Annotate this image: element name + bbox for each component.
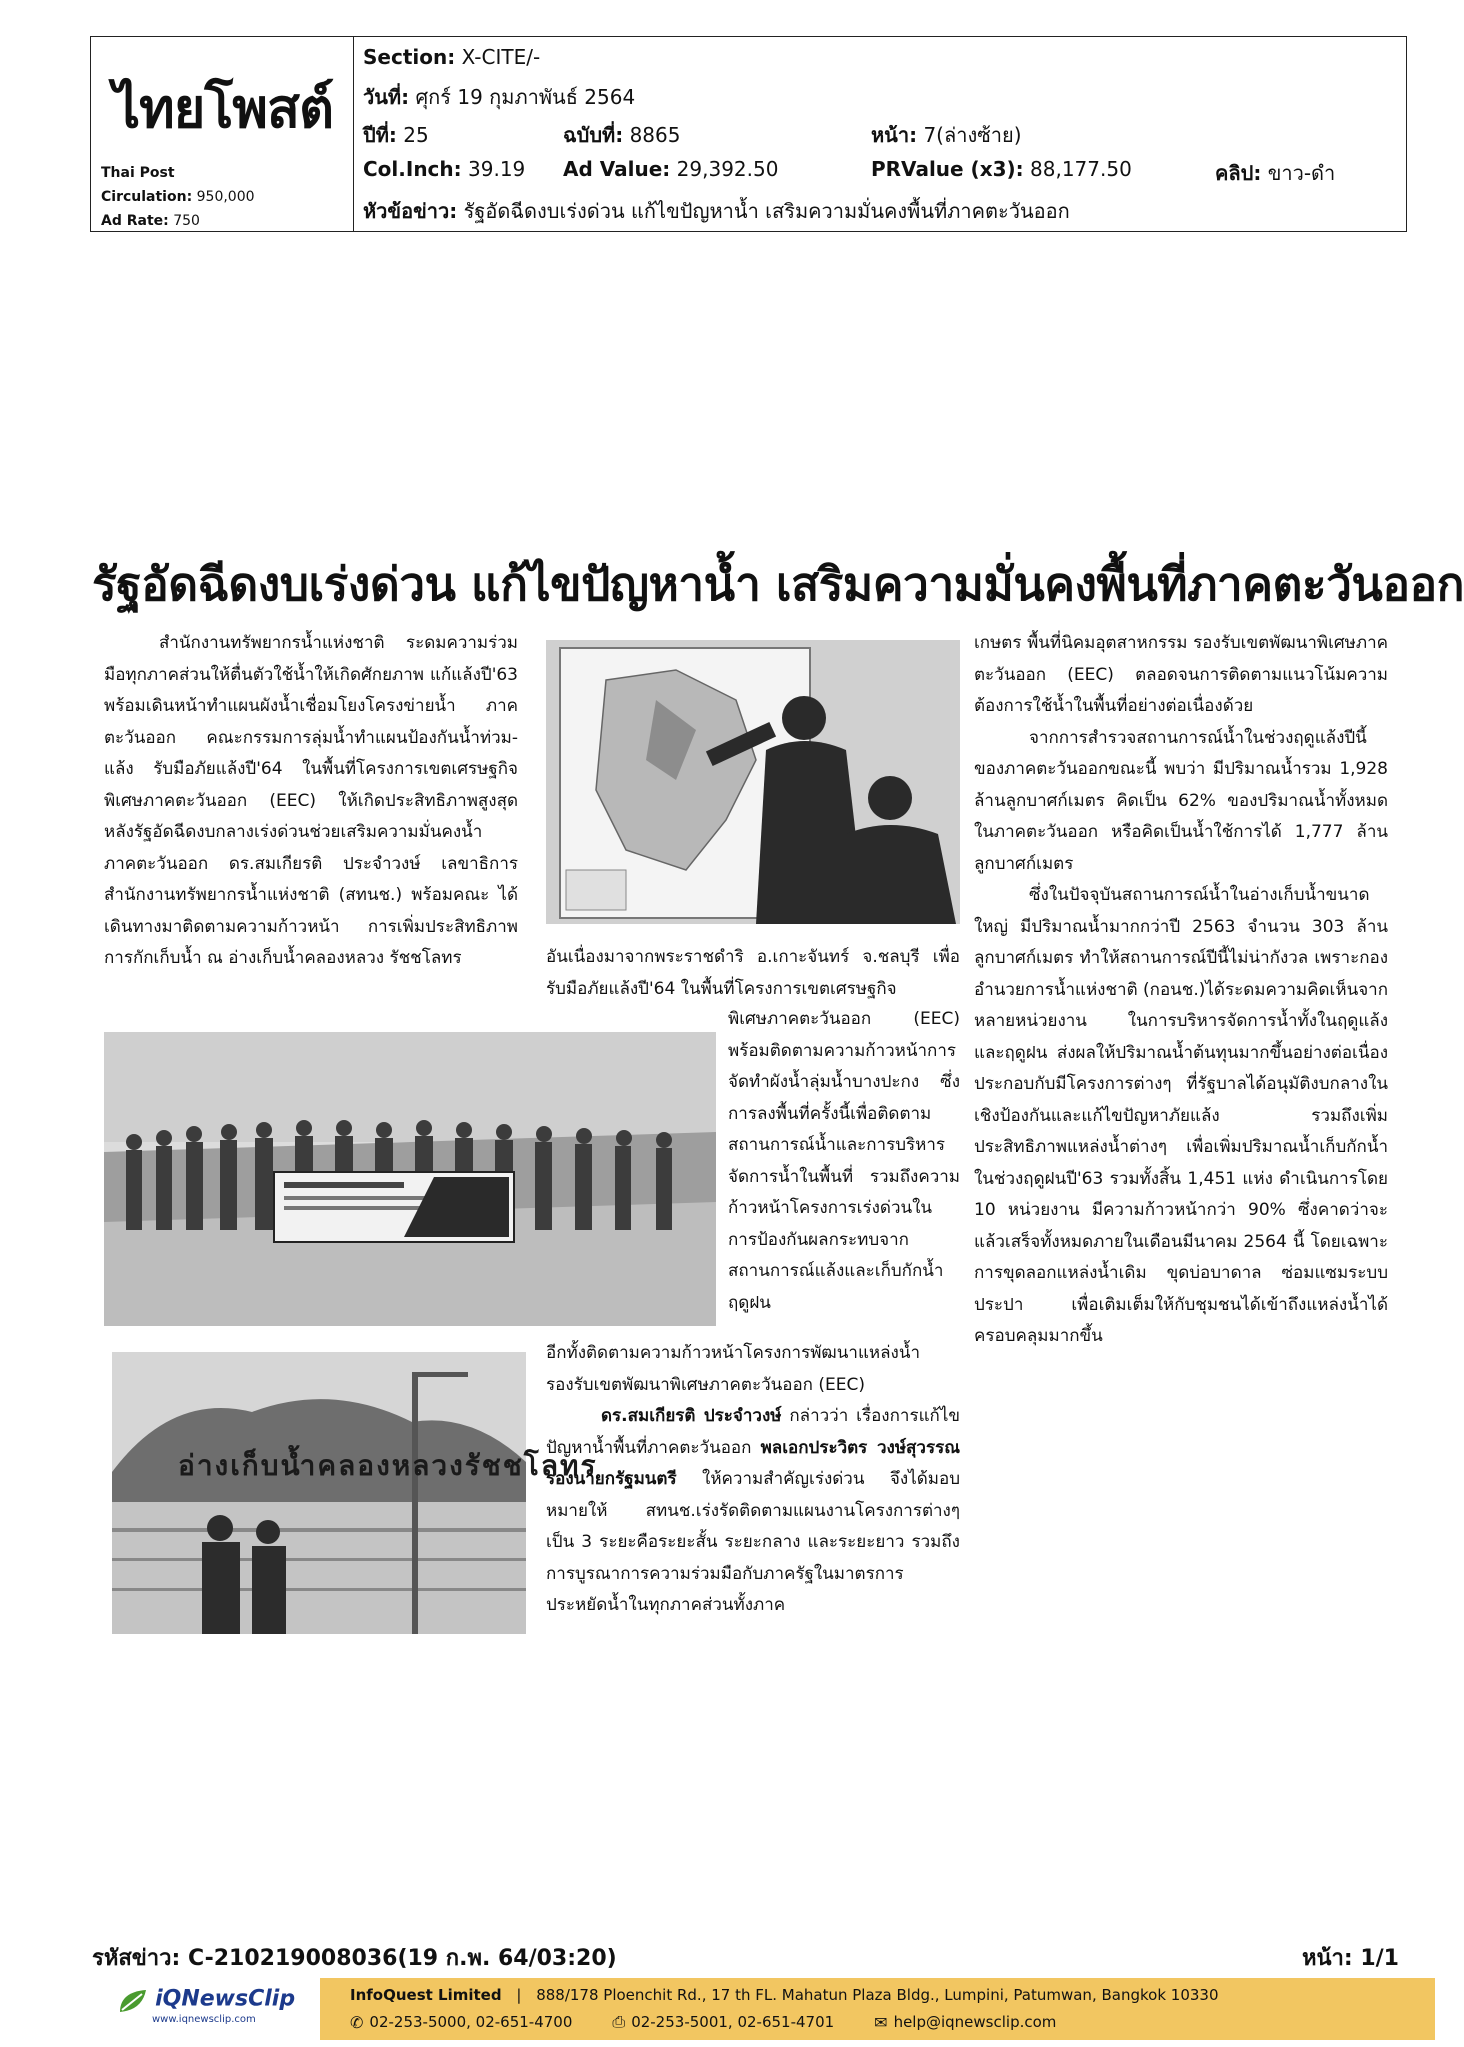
column-2d-text (546, 1401, 960, 1622)
issue-label: ฉบับที่: (563, 123, 624, 147)
reservoir-sign-text: อ่างเก็บน้ำคลองหลวงรัชชโลทร (178, 1449, 598, 1482)
contact-band (320, 1978, 1435, 2040)
quote-speaker: ดร.สมเกียรติ ประจำวงษ์ (601, 1406, 782, 1426)
clipping-header (90, 36, 1407, 232)
prvalue-value: 88,177.50 (1030, 157, 1132, 181)
circulation-label: Circulation: (101, 189, 193, 205)
article-headline: รัฐอัดฉีดงบเร่งด่วน แก้ไขปัญหาน้ำ เสริมความมั่นคงพื้นที่ภาคตะวันออก (92, 557, 1464, 611)
clip-value: ขาว-ดำ (1267, 161, 1336, 185)
colinch-value: 39.19 (468, 157, 526, 181)
leaf-icon (116, 1986, 150, 2016)
date-value: ศุกร์ 19 กุมภาพันธ์ 2564 (415, 85, 636, 109)
column-2c-text: อีกทั้งติดตามความก้าวหน้าโครงการพัฒนาแหล่งน้ำรองรับเขตพัฒนาพิเศษภาคตะวันออก (EEC) (546, 1343, 920, 1395)
email-address[interactable]: help@iqnewsclip.com (893, 2013, 1057, 2031)
brand-name: iQNewsClip (155, 1986, 296, 2012)
contact-line (350, 2012, 1056, 2032)
footer-page-value: 1/1 (1360, 1946, 1399, 1971)
ad-rate-label: Ad Rate: (101, 213, 169, 229)
deputy-pm-name: พลเอกประวิตร วงษ์สุวรรณ รองนายกรัฐมนตรี (546, 1437, 960, 1489)
phone-numbers: 02-253-5000, 02-651-4700 (369, 2013, 573, 2031)
page-label: หน้า: (871, 123, 918, 147)
email-icon: ✉ (874, 2012, 888, 2032)
section-value: X-CITE/- (461, 45, 541, 69)
phone-icon: ✆ (350, 2012, 364, 2032)
column-2a-text: อันเนื่องมาจากพระราชดำริ อ.เกาะจันทร์ จ.ชลบุรี เพื่อรับมือภัยแล้งปี'64 ในพื้นที่โครงการเขตเศรษฐกิจ (546, 947, 960, 999)
reservoir-sign-photo (112, 1352, 598, 1634)
company-line: InfoQuest Limited | 888/178 Ploenchit Rd., 17 th FL. Mahatun Plaza Bldg., Lumpini, Patumwan, Bangkok 10330 (350, 1986, 1219, 2004)
news-code (92, 1940, 617, 1975)
article-column-1 (104, 628, 518, 975)
advalue-value: 29,392.50 (676, 157, 779, 181)
prvalue-label: PRValue (x3): (871, 157, 1024, 181)
brand-url: www.iqnewsclip.com (152, 2014, 256, 2025)
publication-panel (91, 37, 354, 231)
article-column-2c (546, 1338, 960, 1622)
news-code-value: C-210219008036(19 ก.พ. 64/03:20) (187, 1946, 617, 1971)
column-1-text: สำนักงานทรัพยากรน้ำแห่งชาติ ระดมความร่วมมือทุกภาคส่วนให้ตื่นตัวใช้น้ำให้เกิดศักยภาพ แก้แล้งปี'63 พร้อมเดินหน้าทำแผนผังน้ำเชื่อมโยงโครงข่ายน้ำ ภาคตะวันออก คณะกรรมการลุ่มน้ำทำแผนป้องกันน้ำท่วม-แล้ง รับมือภัยแล้งปี'64 ในพื้นที่โครงการเขตเศรษฐกิจพิเศษภาคตะวันออก (EEC) ให้เกิดประสิทธิภาพสูงสุด หลังรัฐอัดฉีดงบกลางเร่งด่วนช่วยเสริมความมั่นคงน้ำ ภาคตะวันออก ดร.สมเกียรติ ประจำวงษ์ เลขาธิการสำนักงานทรัพยากรน้ำแห่งชาติ (สทนช.) พร้อมคณะ ได้เดินทางมาติดตามความก้าวหน้า การเพิ่มประสิทธิภาพการกักเก็บน้ำ ณ อ่างเก็บน้ำคลองหลวง รัชชโลทร (104, 633, 518, 968)
fax-numbers: 02-253-5001, 02-651-4701 (631, 2013, 835, 2031)
newspaper-logo: ไทยโพสต์ (113, 76, 334, 140)
company-address: 888/178 Ploenchit Rd., 17 th FL. Mahatun Plaza Bldg., Lumpini, Patumwan, Bangkok 10330 (536, 1986, 1219, 2004)
column-2d-part1: กล่าวว่า เรื่องการแก้ไขปัญหาน้ำพื้นที่ภาคตะวันออก (546, 1406, 960, 1458)
issue-value: 8865 (629, 123, 681, 147)
article-column-2b (728, 1004, 960, 1319)
article-column-2a (546, 942, 960, 1005)
clip-label: คลิป: (1215, 161, 1262, 185)
colinch-label: Col.Inch: (363, 157, 462, 181)
publication-name: Thai Post (101, 165, 175, 181)
iqnewsclip-logo (116, 1986, 296, 2025)
advalue-label: Ad Value: (563, 157, 671, 181)
footer-page (1302, 1940, 1399, 1975)
topic-label: หัวข้อข่าว: (363, 199, 458, 223)
column-3b-text: จากการสำรวจสถานการณ์น้ำในช่วงฤดูแล้งปีนี้ของภาคตะวันออกขณะนี้ พบว่า มีปริมาณน้ำรวม 1,928 ล้านลูกบาศก์เมตร คิดเป็น 62% ของปริมาณน้ำทั้งหมดในภาคตะวันออก หรือคิดเป็นน้ำใช้การได้ 1,777 ล้านลูกบาศก์เมตร (974, 727, 1388, 874)
fax-icon: ⎙ (612, 2012, 626, 2031)
year-value: 25 (403, 123, 429, 147)
ad-rate-value: 750 (173, 213, 200, 229)
news-code-label: รหัสข่าว: (92, 1946, 181, 1971)
topic-value: รัฐอัดฉีดงบเร่งด่วน แก้ไขปัญหาน้ำ เสริมความมั่นคงพื้นที่ภาคตะวันออก (463, 199, 1070, 223)
year-label: ปีที่: (363, 123, 397, 147)
column-2b-text: พิเศษภาคตะวันออก (EEC) พร้อมติดตามความก้าวหน้าการจัดทำผังน้ำลุ่มน้ำบางปะกง ซึ่งการลงพื้นที่ครั้งนี้เพื่อติดตามสถานการณ์น้ำและการบริหารจัดการน้ำในพื้นที่ รวมถึงความก้าวหน้าโครงการเร่งด่วนในการป้องกันผลกระทบจากสถานการณ์แล้งและเก็บกักน้ำฤดูฝน (728, 1009, 960, 1313)
column-2d-part2: ให้ความสำคัญเร่งด่วน จึงได้มอบหมายให้ สทนช.เร่งรัดติดตามแผนงานโครงการต่างๆ เป็น 3 ระยะคือระยะสั้น ระยะกลาง และระยะยาว รวมถึงการบูรณาการความร่วมมือกับภาครัฐในมาตรการประหยัดน้ำในทุกภาคส่วนทั้งภาค (546, 1469, 960, 1615)
publication-info (101, 161, 255, 233)
circulation-value: 950,000 (196, 189, 255, 205)
date-label: วันที่: (363, 85, 410, 109)
page-value: 7(ล่างซ้าย) (923, 123, 1022, 147)
company-name: InfoQuest Limited (350, 1986, 502, 2004)
column-3a-text: เกษตร พื้นที่นิคมอุตสาหกรรม รองรับเขตพัฒนาพิเศษภาคตะวันออก (EEC) ตลอดจนการติดตามแนวโน้มความต้องการใช้น้ำในพื้นที่อย่างต่อเนื่องด้วย (974, 633, 1388, 716)
map-briefing-photo (546, 640, 960, 924)
group-photo (104, 1032, 716, 1326)
article-column-3 (974, 628, 1388, 1353)
footer-page-label: หน้า: (1301, 1946, 1353, 1971)
section-label: Section: (363, 45, 456, 69)
column-3c-text: ซึ่งในปัจจุบันสถานการณ์น้ำในอ่างเก็บน้ำขนาดใหญ่ มีปริมาณน้ำมากกว่าปี 2563 จำนวน 303 ล้านลูกบาศก์เมตร ทำให้สถานการณ์ปีนี้ไม่น่ากังวล เพราะกองอำนวยการน้ำแห่งชาติ (กอนช.)ได้ระดมความคิดเห็นจากหลายหน่วยงาน ในการบริหารจัดการน้ำทั้งในฤดูแล้ง และฤดูฝน ส่งผลให้ปริมาณน้ำต้นทุนมากขึ้นอย่างต่อเนื่อง ประกอบกับมีโครงการต่างๆ ที่รัฐบาลได้อนุมัติงบกลางในเชิงป้องกันและแก้ไขปัญหาภัยแล้ง รวมถึงเพิ่มประสิทธิภาพแหล่งน้ำต่างๆ เพื่อเพิ่มปริมาณน้ำเก็บกักน้ำในช่วงฤดูฝนปี'63 รวมทั้งสิ้น 1,451 แห่ง ดำเนินการโดย 10 หน่วยงาน มีความก้าวหน้ากว่า 90% ซึ่งคาดว่าจะแล้วเสร็จทั้งหมดภายในเดือนมีนาคม 2564 นี้ โดยเฉพาะ การขุดลอกแหล่งน้ำเดิม ขุดบ่อบาดาล ซ่อมแซมระบบประปา เพื่อเติมเต็มให้กับชุมชนได้เข้าถึงแหล่งน้ำได้ครอบคลุมมากขึ้น (974, 885, 1388, 1346)
